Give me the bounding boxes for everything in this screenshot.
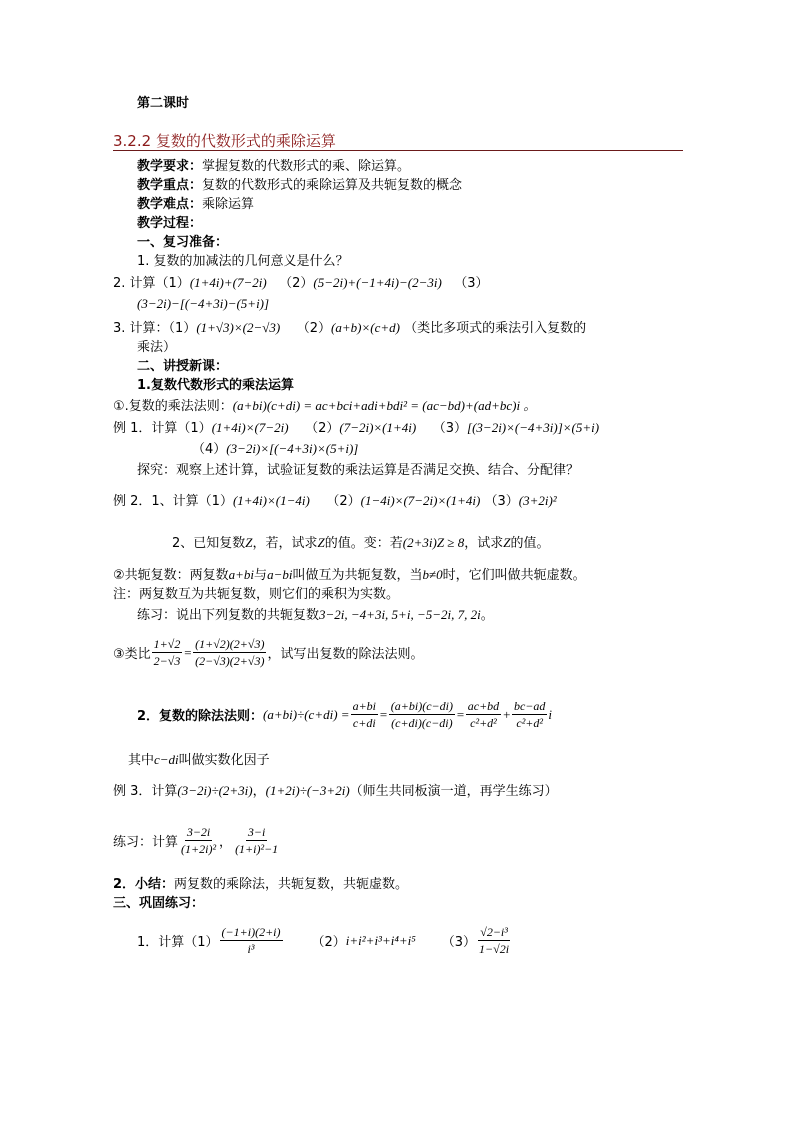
practice-comma: ， (219, 835, 233, 850)
practice-denominator-2: (1+i)²−1 (235, 842, 279, 856)
analogy-numerator-2: (1+√2)(2+√3) (195, 637, 265, 651)
teaching-key-point (137, 178, 462, 194)
review-2-mid: （2） (279, 276, 314, 291)
conjugate-expr-1: a+bi (228, 567, 255, 582)
example-2-part-2-a: 2、已知复数 (172, 536, 246, 551)
division-lhs: (a+bi)÷(c+di) = (263, 706, 350, 722)
example-1-prefix: 例 1．计算（1） (113, 421, 212, 436)
key-point-label: 教学重点： (137, 178, 203, 193)
analogy-denominator-2: (2−√3)(2+√3) (195, 654, 265, 668)
conjugate-with: 与 (254, 568, 268, 583)
division-practice-label: 练习：计算 (113, 835, 179, 850)
key-point-text: 复数的代数形式的乘除运算及共轭复数的概念 (202, 178, 463, 193)
multiplication-rule-expr: (a+bi)(c+di) = ac+bci+adi+bdi² = (ac−bd)+(ad+bc)i 。 (232, 398, 537, 413)
review-3-mid: （2） (296, 321, 332, 336)
division-denominator-4: c²+d² (516, 716, 543, 730)
division-denominator-3: c²+d² (470, 716, 497, 730)
conjugate-mid: 叫做互为共轭复数，当 (292, 568, 423, 583)
new-lesson-heading: 二、讲授新课： (137, 359, 229, 374)
division-practice (113, 825, 281, 856)
example-1-expr-2: (7−2i)×(1+4i) (339, 420, 417, 435)
division-fraction-4 (512, 699, 547, 730)
example-3-comma: ， (252, 784, 266, 799)
rationalizing-factor (128, 752, 270, 769)
requirement-label: 教学要求： (137, 159, 203, 174)
consolidation-numerator-1: (−1+i)(2+i) (221, 925, 281, 939)
analogy-label: ③类比 (113, 647, 151, 662)
division-denominator-2: (c+di)(c−di) (391, 716, 453, 730)
equals-sign: = (183, 644, 193, 660)
example-3-expr-2: (1+2i)÷(−3+2i) (265, 783, 350, 798)
conjugate-note: 注：两复数互为共轭复数，则它们的乘积为实数。 (113, 587, 400, 602)
plus-sign: + (502, 706, 511, 722)
division-fraction-2 (389, 699, 455, 730)
consolidation-denominator-3: 1−√2i (479, 942, 510, 956)
example-1-expr-3: [(3−2i)×(−4+3i)]×(5+i) (467, 420, 600, 435)
analogy-fraction-1 (152, 637, 183, 668)
requirement-text: 掌握复数的代数形式的乘、除运算。 (202, 159, 411, 174)
consolidation-marker-2: （2） (311, 935, 346, 950)
review-item-3 (113, 320, 586, 337)
division-numerator-2: (a+bi)(c−di) (390, 699, 453, 713)
example-2-expr-1: (1+4i)×(1−4i) (232, 493, 310, 508)
equals-sign: = (379, 706, 388, 722)
analogy-tail: ，试写出复数的除法法则。 (267, 647, 424, 662)
consolidation-heading: 三、巩固练习： (113, 896, 205, 911)
division-fraction-1 (351, 699, 378, 730)
review-3-note-cont: 乘法） (137, 340, 177, 355)
consolidation-prefix: 1．计算（1） (137, 935, 219, 950)
practice-fraction-2 (233, 825, 280, 856)
division-rule (137, 699, 552, 730)
process-label: 教学过程： (137, 216, 203, 231)
example-2-var-z-3: Z (503, 535, 511, 550)
section-divider (113, 150, 683, 151)
example-1-expr-1: (1+4i)×(7−2i) (211, 420, 289, 435)
conjugate-definition (113, 567, 586, 584)
practice-denominator-1: (1+2i)² (181, 842, 217, 856)
teaching-difficulty (137, 197, 254, 213)
practice-numerator-1: 3−2i (186, 825, 211, 839)
example-2-expr-2: (1−4i)×(7−2i)×(1+4i) (360, 493, 481, 508)
difficulty-text: 乘除运算 (202, 197, 255, 212)
multiplication-heading: 1.复数代数形式的乘法运算 (137, 378, 294, 393)
review-2-prefix: 2. 计算（1） (113, 276, 190, 291)
review-2-expr-1: (1+4i)+(7−2i) (189, 275, 267, 290)
example-1-marker-2: （2） (305, 421, 340, 436)
conjugate-tail: 时，它们叫做共轭虚数。 (442, 568, 586, 583)
review-2-tail: （3） (454, 276, 489, 291)
example-2-part-2-d: ，试求 (464, 536, 504, 551)
example-1-line-2 (192, 441, 358, 458)
review-3-expr-2: (a+b)×(c+d) (331, 320, 400, 335)
example-2-marker-2: （2） (326, 494, 361, 509)
example-2-var-z-2: Z (317, 535, 325, 550)
section-title: 3.2.2 复数的代数形式的乘除运算 (113, 132, 336, 150)
review-item-2 (113, 275, 489, 292)
practice-numerator-2: 3−i (247, 825, 266, 839)
review-2-expr-2: (5−2i)+(−1+4i)−(2−3i) (313, 275, 442, 290)
conjugate-practice-label: 练习：说出下列复数的共轭复数 (137, 608, 320, 623)
analogy-numerator-1: 1+√2 (153, 637, 181, 651)
example-1-marker-4: （4） (192, 442, 227, 457)
consolidation-numerator-3: √2−i³ (480, 925, 508, 939)
difficulty-label: 教学难点： (137, 197, 203, 212)
example-2-part-2-e: 的值。 (510, 536, 550, 551)
review-3-note: （类比多项式的乘法引入复数的 (404, 321, 587, 336)
division-numerator-4: bc−ad (513, 699, 546, 713)
imaginary-unit: i (548, 706, 553, 722)
example-1-expr-4: (3−2i)×[(−4+3i)×(5+i)] (226, 441, 359, 456)
division-heading: 2．复数的除法法则： (137, 709, 264, 724)
rationalizing-expr: c−di (154, 752, 179, 767)
consolidation-exercise (137, 925, 512, 956)
example-2-var-z-1: Z (245, 535, 253, 550)
example-2 (113, 493, 557, 510)
example-2-inequality: (2+3i)Z ≥ 8 (402, 535, 465, 550)
equals-sign: = (455, 706, 465, 722)
teaching-requirement (137, 159, 410, 175)
conjugate-expr-2: a−bi (267, 567, 293, 582)
review-2-expr-3: (3−2i)−[(−4+3i)−(5+i)] (137, 296, 270, 311)
conjugate-practice-list: 3−2i, −4+3i, 5+i, −5−2i, 7, 2i (319, 607, 481, 622)
example-2-expr-3: (3+2i)² (518, 493, 557, 508)
example-3 (113, 783, 558, 800)
consolidation-denominator-1: i³ (247, 942, 255, 956)
practice-fraction-1 (179, 825, 218, 856)
summary-text: 两复数的乘除法，共轭复数，共轭虚数。 (174, 877, 409, 892)
conjugate-label: ②共轭复数：两复数 (113, 568, 229, 583)
example-2-part-2 (172, 535, 549, 552)
analogy-denominator-1: 2−√3 (153, 654, 181, 668)
example-3-tail: （师生共同板演一道，再学生练习） (349, 784, 558, 799)
analogy-line (113, 637, 424, 668)
example-1-marker-3: （3） (432, 421, 468, 436)
division-numerator-1: a+bi (352, 699, 376, 713)
consolidation-expr-2: i+i²+i³+i⁴+i⁵ (345, 932, 416, 948)
example-3-expr-1: (3−2i)÷(2+3i) (177, 783, 253, 798)
review-3-expr-1: (1+√3)×(2−√3) (196, 320, 281, 335)
conjugate-practice-end: 。 (480, 608, 494, 623)
example-1 (113, 420, 599, 437)
conjugate-practice (137, 607, 494, 624)
exploration: 探究：观察上述计算，试验证复数的乘法运算是否满足交换、结合、分配律？ (137, 463, 580, 478)
review-heading: 一、复习准备： (137, 235, 229, 250)
division-denominator-1: c+di (352, 716, 376, 730)
consolidation-marker-3: （3） (441, 935, 477, 950)
conjugate-condition: b≠0 (422, 567, 443, 582)
lesson-title: 第二课时 (137, 96, 190, 111)
example-2-marker-3: （3） (484, 494, 519, 509)
division-numerator-3: ac+bd (467, 699, 500, 713)
review-3-prefix: 3. 计算：（1） (113, 321, 197, 336)
example-3-prefix: 例 3．计算 (113, 784, 178, 799)
rationalizing-a: 其中 (128, 753, 155, 768)
division-fraction-3 (466, 699, 501, 730)
analogy-fraction-2 (193, 637, 266, 668)
review-item-1: 1. 复数的加减法的几何意义是什么？ (137, 254, 349, 269)
example-2-prefix: 例 2．1、计算（1） (113, 494, 233, 509)
consolidation-fraction-3 (477, 925, 511, 956)
multiplication-rule-label: ①.复数的乘法法则： (113, 399, 233, 414)
summary-label: 2．小结： (113, 877, 175, 892)
summary (113, 877, 408, 893)
example-2-part-2-c: 的值。变：若 (324, 536, 403, 551)
example-2-part-2-b: ，若，试求 (252, 536, 318, 551)
multiplication-rule (113, 398, 536, 415)
rationalizing-b: 叫做实数化因子 (178, 753, 270, 768)
consolidation-fraction-1 (220, 925, 283, 956)
